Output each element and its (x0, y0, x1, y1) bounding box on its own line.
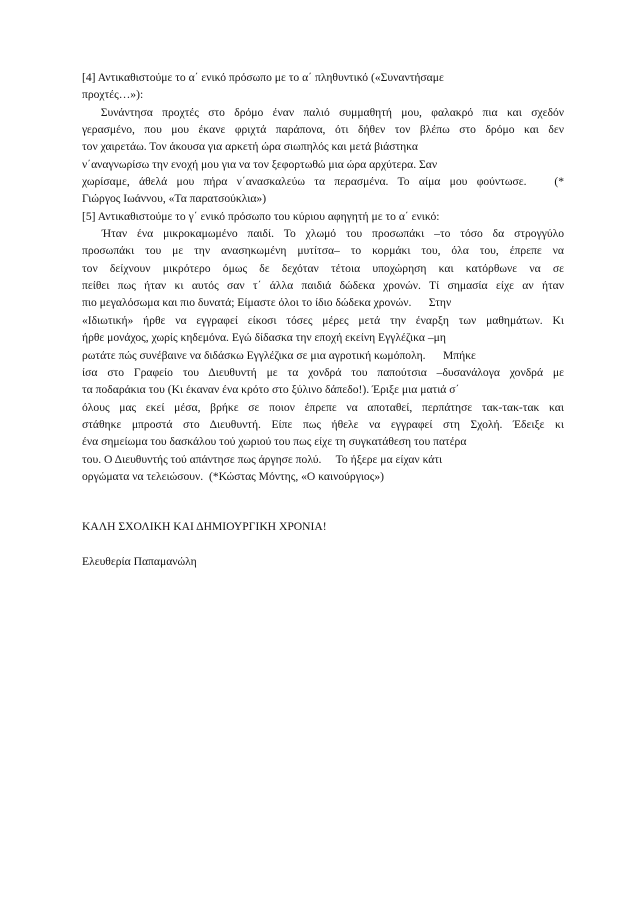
exercise-4-text-line: ν΄αναγνωρίσω την ενοχή μου για να τον ξεφορτωθώ μια ώρα αρχύτερα. Σαν (82, 157, 438, 171)
exercise-4-text-line: Γιώργος Ιωάννου, «Τα παρατσούκλια») (82, 192, 267, 206)
exercise-5-text-line: όλους μας εκεί μέσα, βρήκε σε ποιον έπρεπε να αποταθεί, περπάτησε τακ-τακ-τακ και (82, 400, 564, 414)
exercise-5-text-line: Ήταν ένα μικροκαμωμένο παιδί. Το χλωμό του προσωπάκι –το τόσο δα στρογγύλο (82, 227, 564, 241)
exercise-5-text-line: πείθει πως ήταν κι αυτός σαν τ΄ άλλα παιδιά δώδεκα χρονών. Τί σημασία είχε αν ήταν (82, 279, 564, 293)
exercise-5-text-line: στάθηκε μπροστά στο Διευθυντή. Είπε πως ήθελε να εγγραφεί στη Σχολή. Έδειξε κι (82, 417, 564, 431)
exercise-4-heading-line-1: [4] Αντικαθιστούμε το α΄ ενικό πρόσωπο με το α΄ πληθυντικό («Συναντήσαμε (82, 71, 444, 84)
exercise-5-text-line: ρωτάτε πώς συνέβαινε να διδάσκω Εγγλέζικα σε μια αγροτική κωμόπολη. Μπήκε (82, 348, 476, 362)
exercise-5-heading: [5] Αντικαθιστούμε το γ΄ ενικό πρόσωπο του κύριου αφηγητή με το α΄ ενικό: (82, 209, 440, 223)
exercise-5-text-line: πιο μεγαλόσωμα και πιο δυνατά; Είμαστε όλοι το ίδιο δώδεκα χρονών. Στην (82, 296, 452, 310)
exercise-4-text-line: γερασμένο, που μου έκανε φριχτά παράπονα, ότι δήθεν τον βλέπω στο δρόμο και δεν (82, 123, 564, 137)
document-body (82, 69, 564, 570)
exercise-4-text-line: χωρίσαμε, άθελά μου πήρα ν΄ανασκαλεύω τα περασμένα. Το αίμα μου φούντωσε. (* (82, 175, 564, 189)
exercise-5-text-line: ένα σημείωμα του δασκάλου τού χωριού του πως είχε τη συγκατάθεση του πατέρα (82, 435, 467, 449)
closing-wish: ΚΑΛΗ ΣΧΟΛΙΚΗ ΚΑΙ ΔΗΜΙΟΥΡΓΙΚΗ ΧΡΟΝΙΑ! (82, 520, 327, 534)
exercise-5-text-line: «Ιδιωτική» ήρθε να εγγραφεί είκοσι τόσες μέρες μετά την έναρξη των μαθημάτων. Κι (82, 313, 564, 327)
exercise-5-text-line: ήρθε μονάχος, χωρίς κηδεμόνα. Εγώ δίδασκα την εποχή εκείνη Εγγλέζικα –μη (82, 331, 446, 345)
exercise-5-text-line: τα ποδαράκια του (Κι έκαναν ένα κρότο στο ξύλινο δάπεδο!). Έριξε μια ματιά σ΄ (82, 383, 460, 397)
author-signature: Ελευθερία Παπαμανώλη (82, 554, 197, 568)
exercise-4-heading-line-2: προχτές…»): (82, 88, 144, 102)
exercise-4-text-line: Συνάντησα προχτές στο δρόμο έναν παλιό συμμαθητή μου, φαλακρό πια και σχεδόν (82, 105, 564, 119)
exercise-4-text-line: τον χαιρετάω. Τον άκουσα για αρκετή ώρα σιωπηλός και μετά βιάστηκα (82, 140, 418, 154)
exercise-5-text-line: ίσα στο Γραφείο του Διευθυντή με τα χονδρά του παπούτσια –δυσανάλογα χονδρά με (82, 365, 564, 379)
exercise-5-text-line: οργώματα να τελειώσουν. (*Κώστας Μόντης, «Ο καινούργιος») (82, 469, 384, 483)
spacer (82, 485, 564, 518)
exercise-5-text-line: τον δείχνουν μικρότερο όμως δε δεχόταν τέτοια υποχώρηση και κατόρθωνε να σε (82, 261, 564, 275)
spacer (82, 536, 564, 553)
exercise-5-text-line: προσωπάκι του με την ανασηκωμένη μυτίτσα– το κορμάκι του, όλα του, έπρεπε να (82, 244, 564, 258)
exercise-5-text-line: του. Ο Διευθυντής τού απάντησε πως άργησε πολύ. Το ήξερε μα είχαν κάτι (82, 452, 443, 466)
